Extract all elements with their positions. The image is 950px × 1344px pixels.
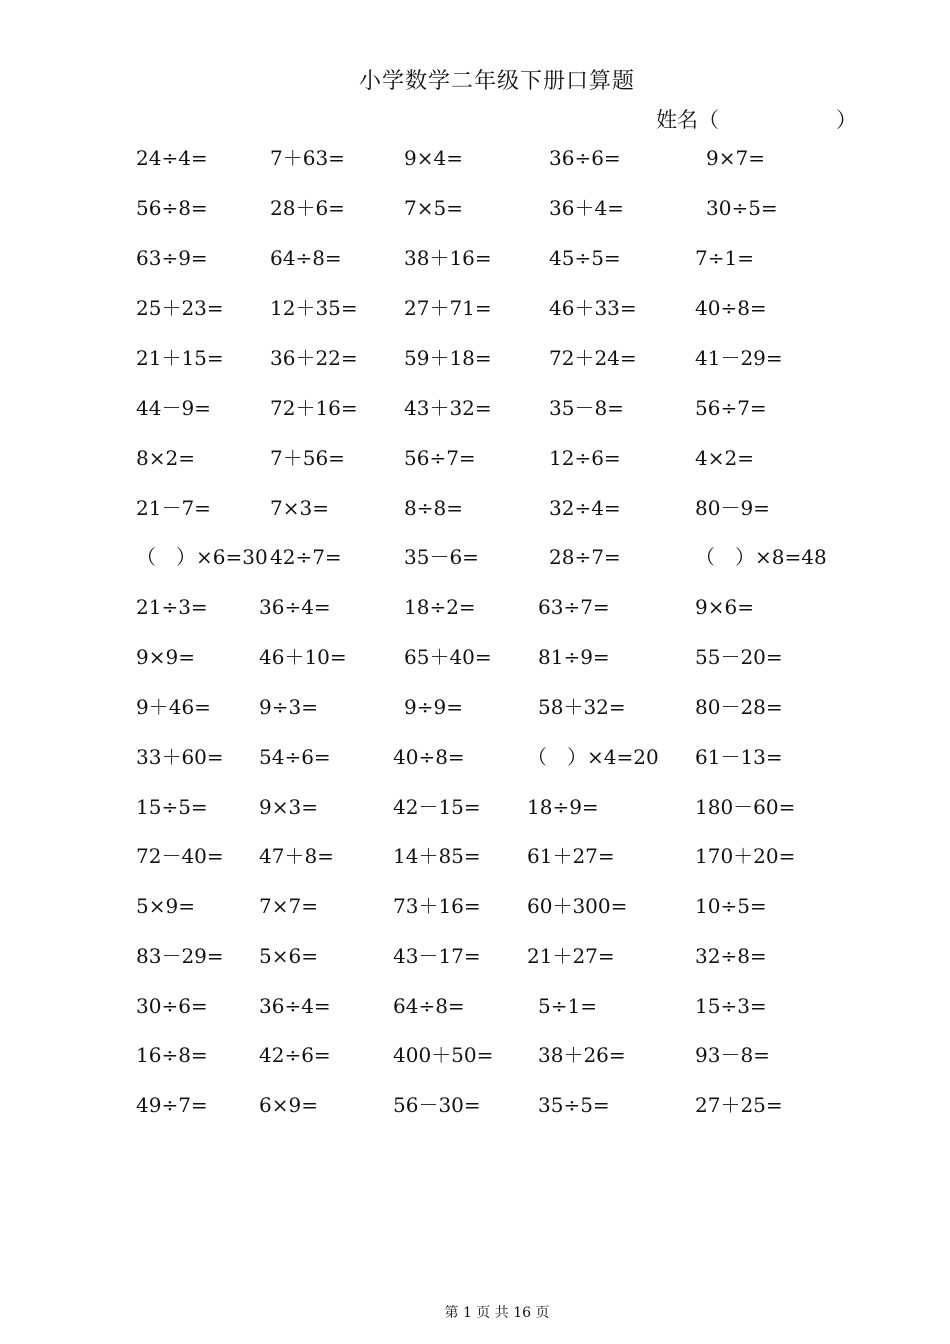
arithmetic-problem: 9÷3= — [259, 695, 318, 719]
arithmetic-problem: 36＋4= — [549, 196, 624, 220]
arithmetic-problem: 12÷6= — [549, 446, 621, 470]
arithmetic-problem: 9×9= — [136, 645, 195, 669]
arithmetic-problem: 61＋27= — [527, 844, 615, 868]
arithmetic-problem: 28＋6= — [270, 196, 345, 220]
arithmetic-problem: 9×3= — [259, 795, 318, 819]
arithmetic-problem: 24÷4= — [136, 146, 208, 170]
arithmetic-problem: 80－28= — [695, 695, 783, 719]
arithmetic-problem: 30÷5= — [706, 196, 778, 220]
arithmetic-problem: 36÷6= — [549, 146, 621, 170]
arithmetic-problem: 27＋25= — [695, 1093, 783, 1117]
arithmetic-problem: 35÷5= — [538, 1093, 610, 1117]
arithmetic-problem: 8÷8= — [404, 496, 463, 520]
arithmetic-problem: 12＋35= — [270, 296, 358, 320]
arithmetic-problem: （ ）×8=48 — [695, 545, 827, 569]
arithmetic-problem: 43－17= — [393, 944, 481, 968]
arithmetic-problem: 5×9= — [136, 894, 195, 918]
arithmetic-problem: 16÷8= — [136, 1043, 208, 1067]
arithmetic-problem: 46＋33= — [549, 296, 637, 320]
arithmetic-problem: 30÷6= — [136, 994, 208, 1018]
arithmetic-problem: 15÷5= — [136, 795, 208, 819]
arithmetic-problem: 42÷6= — [259, 1043, 331, 1067]
arithmetic-problem: 32÷4= — [549, 496, 621, 520]
arithmetic-problem: 6×9= — [259, 1093, 318, 1117]
arithmetic-problem: 25＋23= — [136, 296, 224, 320]
arithmetic-problem: 18÷9= — [527, 795, 599, 819]
arithmetic-problem: 72－40= — [136, 844, 224, 868]
worksheet-title: 小学数学二年级下册口算题 — [358, 69, 635, 94]
arithmetic-problem: 59＋18= — [404, 346, 492, 370]
arithmetic-problem: 93－8= — [695, 1043, 770, 1067]
arithmetic-problem: 46＋10= — [259, 645, 347, 669]
arithmetic-problem: 47＋8= — [259, 844, 334, 868]
arithmetic-problem: 180－60= — [695, 795, 796, 819]
arithmetic-problem: 54÷6= — [259, 745, 331, 769]
arithmetic-problem: 49÷7= — [136, 1093, 208, 1117]
arithmetic-problem: 28÷7= — [549, 545, 621, 569]
arithmetic-problem: 56÷7= — [695, 396, 767, 420]
arithmetic-problem: 33＋60= — [136, 745, 224, 769]
arithmetic-problem: 21＋27= — [527, 944, 615, 968]
arithmetic-problem: 58＋32= — [538, 695, 626, 719]
arithmetic-problem: 7×3= — [270, 496, 329, 520]
arithmetic-problem: 56÷8= — [136, 196, 208, 220]
arithmetic-problem: 64÷8= — [270, 246, 342, 270]
arithmetic-problem: 27＋71= — [404, 296, 492, 320]
arithmetic-problem: 36＋22= — [270, 346, 358, 370]
arithmetic-problem: 21－7= — [136, 496, 211, 520]
arithmetic-problem: 10÷5= — [695, 894, 767, 918]
arithmetic-problem: 170＋20= — [695, 844, 796, 868]
arithmetic-problem: 40÷8= — [695, 296, 767, 320]
arithmetic-problem: 4×2= — [695, 446, 754, 470]
arithmetic-problem: 56－30= — [393, 1093, 481, 1117]
arithmetic-problem: 63÷7= — [538, 595, 610, 619]
arithmetic-problem: 14＋85= — [393, 844, 481, 868]
arithmetic-problem: 65＋40= — [404, 645, 492, 669]
arithmetic-problem: 81÷9= — [538, 645, 610, 669]
arithmetic-problem: 73＋16= — [393, 894, 481, 918]
name-close-paren: ） — [836, 108, 857, 132]
arithmetic-problem: 36÷4= — [259, 994, 331, 1018]
arithmetic-problem: 7÷1= — [695, 246, 754, 270]
page-footer: 第 1 页 共 16 页 — [444, 1305, 550, 1321]
arithmetic-problem: 42－15= — [393, 795, 481, 819]
arithmetic-problem: 61－13= — [695, 745, 783, 769]
arithmetic-problem: 55－20= — [695, 645, 783, 669]
arithmetic-problem: 9÷9= — [404, 695, 463, 719]
arithmetic-problem: 41－29= — [695, 346, 783, 370]
arithmetic-problem: 400＋50= — [393, 1043, 494, 1067]
arithmetic-problem: 42÷7= — [270, 545, 342, 569]
arithmetic-problem: （ ）×4=20 — [527, 745, 659, 769]
arithmetic-problem: 45÷5= — [549, 246, 621, 270]
arithmetic-problem: 5÷1= — [538, 994, 597, 1018]
arithmetic-problem: 43＋32= — [404, 396, 492, 420]
arithmetic-problem: 35－6= — [404, 545, 479, 569]
arithmetic-problem: 83－29= — [136, 944, 224, 968]
arithmetic-problem: 32÷8= — [695, 944, 767, 968]
arithmetic-problem: 72＋16= — [270, 396, 358, 420]
arithmetic-problem: 80－9= — [695, 496, 770, 520]
arithmetic-problem: 9×6= — [695, 595, 754, 619]
arithmetic-problem: 56÷7= — [404, 446, 476, 470]
arithmetic-problem: 36÷4= — [259, 595, 331, 619]
arithmetic-problem: 9×7= — [706, 146, 765, 170]
arithmetic-problem: 18÷2= — [404, 595, 476, 619]
arithmetic-problem: 72＋24= — [549, 346, 637, 370]
arithmetic-problem: 21÷3= — [136, 595, 208, 619]
arithmetic-problem: 64÷8= — [393, 994, 465, 1018]
arithmetic-problem: 38＋16= — [404, 246, 492, 270]
arithmetic-problem: 5×6= — [259, 944, 318, 968]
arithmetic-problem: 7＋56= — [270, 446, 345, 470]
arithmetic-problem: 7＋63= — [270, 146, 345, 170]
arithmetic-problem: 9×4= — [404, 146, 463, 170]
arithmetic-problem: 44－9= — [136, 396, 211, 420]
arithmetic-problem: 7×7= — [259, 894, 318, 918]
arithmetic-problem: （ ）×6=30 — [136, 545, 268, 569]
arithmetic-problem: 9＋46= — [136, 695, 211, 719]
arithmetic-problem: 21＋15= — [136, 346, 224, 370]
arithmetic-problem: 35－8= — [549, 396, 624, 420]
arithmetic-problem: 38＋26= — [538, 1043, 626, 1067]
arithmetic-problem: 40÷8= — [393, 745, 465, 769]
name-label: 姓名（ — [656, 108, 719, 132]
arithmetic-problem: 8×2= — [136, 446, 195, 470]
arithmetic-problem: 7×5= — [404, 196, 463, 220]
arithmetic-problem: 60＋300= — [527, 894, 628, 918]
arithmetic-problem: 63÷9= — [136, 246, 208, 270]
arithmetic-problem: 15÷3= — [695, 994, 767, 1018]
